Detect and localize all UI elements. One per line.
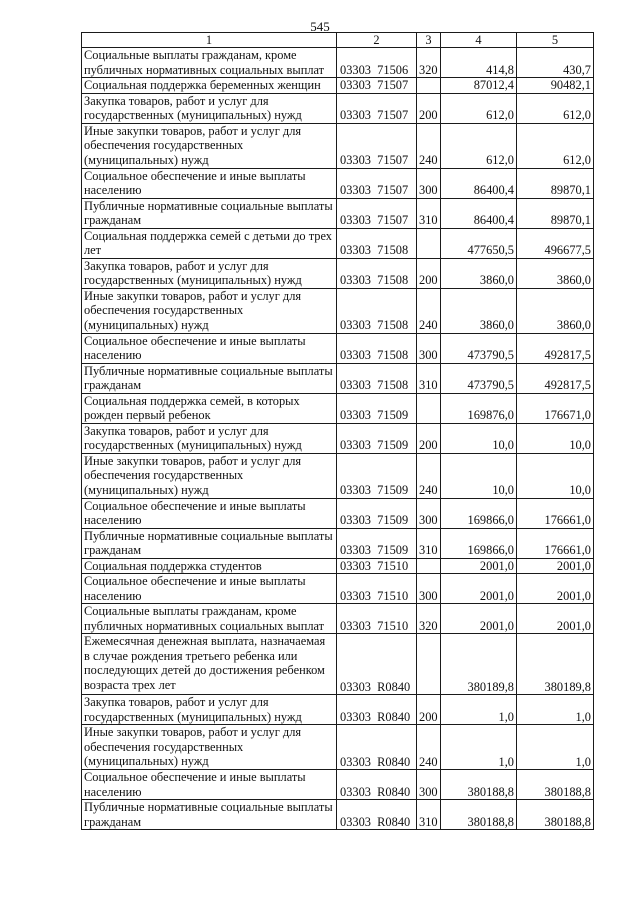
row-expense-type-cell: 240 bbox=[417, 725, 441, 770]
row-value-col5-cell: 2001,0 bbox=[517, 574, 594, 604]
row-code-cell: 03303 R0840 bbox=[337, 770, 417, 800]
table-row bbox=[82, 168, 594, 198]
row-expense-type-cell: 310 bbox=[417, 528, 441, 558]
row-code-cell: 03303 71508 bbox=[337, 258, 417, 288]
row-name-cell: Социальное обеспечение и иные выплаты населению bbox=[82, 498, 337, 528]
row-expense-type-cell: 320 bbox=[417, 48, 441, 78]
row-name-cell: Социальная поддержка студентов bbox=[82, 558, 337, 574]
row-value-col4-cell: 10,0 bbox=[441, 423, 517, 453]
row-value-col4-cell: 414,8 bbox=[441, 48, 517, 78]
row-value-col5-cell: 89870,1 bbox=[517, 168, 594, 198]
row-name-cell: Социальные выплаты гражданам, кроме публичных нормативных социальных выплат bbox=[82, 604, 337, 634]
row-value-col5-cell: 612,0 bbox=[517, 123, 594, 168]
table-row bbox=[82, 695, 594, 725]
row-value-col5-cell: 10,0 bbox=[517, 453, 594, 498]
row-value-col5-cell: 492817,5 bbox=[517, 333, 594, 363]
row-name-cell: Публичные нормативные социальные выплаты гражданам bbox=[82, 800, 337, 830]
col-header-2: 2 bbox=[337, 33, 417, 48]
row-code-cell: 03303 71509 bbox=[337, 528, 417, 558]
row-value-col5-cell: 380188,8 bbox=[517, 800, 594, 830]
row-expense-type-cell bbox=[417, 393, 441, 423]
row-value-col4-cell: 380188,8 bbox=[441, 800, 517, 830]
row-value-col5-cell: 2001,0 bbox=[517, 604, 594, 634]
row-code-cell: 03303 71510 bbox=[337, 558, 417, 574]
row-name-cell: Социальная поддержка беременных женщин bbox=[82, 78, 337, 94]
row-value-col4-cell: 612,0 bbox=[441, 93, 517, 123]
row-value-col4-cell: 169866,0 bbox=[441, 528, 517, 558]
row-name-cell: Закупка товаров, работ и услуг для государственных (муниципальных) нужд bbox=[82, 423, 337, 453]
row-value-col4-cell: 1,0 bbox=[441, 725, 517, 770]
row-expense-type-cell: 200 bbox=[417, 423, 441, 453]
row-expense-type-cell: 320 bbox=[417, 604, 441, 634]
table-row bbox=[82, 558, 594, 574]
row-code-cell: 03303 71508 bbox=[337, 228, 417, 258]
row-name-cell: Публичные нормативные социальные выплаты гражданам bbox=[82, 528, 337, 558]
row-name-cell: Иные закупки товаров, работ и услуг для обеспечения государственных (муниципальных) нужд bbox=[82, 288, 337, 333]
row-expense-type-cell: 200 bbox=[417, 258, 441, 288]
row-expense-type-cell: 300 bbox=[417, 498, 441, 528]
row-expense-type-cell: 310 bbox=[417, 198, 441, 228]
row-value-col4-cell: 87012,4 bbox=[441, 78, 517, 94]
row-name-cell: Социальное обеспечение и иные выплаты населению bbox=[82, 168, 337, 198]
row-name-cell: Социальная поддержка семей, в которых рожден первый ребенок bbox=[82, 393, 337, 423]
row-code-cell: 03303 71509 bbox=[337, 498, 417, 528]
row-value-col4-cell: 169876,0 bbox=[441, 393, 517, 423]
row-name-cell: Публичные нормативные социальные выплаты гражданам bbox=[82, 198, 337, 228]
row-code-cell: 03303 71507 bbox=[337, 78, 417, 94]
row-code-cell: 03303 71509 bbox=[337, 393, 417, 423]
row-value-col4-cell: 380188,8 bbox=[441, 770, 517, 800]
row-code-cell: 03303 71507 bbox=[337, 168, 417, 198]
row-value-col5-cell: 430,7 bbox=[517, 48, 594, 78]
row-value-col5-cell: 1,0 bbox=[517, 725, 594, 770]
row-value-col4-cell: 169866,0 bbox=[441, 498, 517, 528]
table-row bbox=[82, 800, 594, 830]
header-row bbox=[82, 33, 594, 48]
table-row bbox=[82, 498, 594, 528]
row-code-cell: 03303 71510 bbox=[337, 604, 417, 634]
row-name-cell: Социальная поддержка семей с детьми до трех лет bbox=[82, 228, 337, 258]
table-row bbox=[82, 288, 594, 333]
row-name-cell: Закупка товаров, работ и услуг для государственных (муниципальных) нужд bbox=[82, 258, 337, 288]
table-row bbox=[82, 453, 594, 498]
page-number: 545 bbox=[310, 19, 330, 34]
row-value-col5-cell: 496677,5 bbox=[517, 228, 594, 258]
row-expense-type-cell bbox=[417, 634, 441, 695]
row-expense-type-cell: 200 bbox=[417, 695, 441, 725]
budget-table bbox=[81, 32, 594, 830]
row-value-col5-cell: 612,0 bbox=[517, 93, 594, 123]
table-row bbox=[82, 228, 594, 258]
row-expense-type-cell: 200 bbox=[417, 93, 441, 123]
table-row bbox=[82, 393, 594, 423]
row-value-col4-cell: 86400,4 bbox=[441, 168, 517, 198]
row-name-cell: Закупка товаров, работ и услуг для государственных (муниципальных) нужд bbox=[82, 695, 337, 725]
table-row bbox=[82, 528, 594, 558]
row-code-cell: 03303 71508 bbox=[337, 333, 417, 363]
row-code-cell: 03303 71507 bbox=[337, 123, 417, 168]
row-value-col4-cell: 3860,0 bbox=[441, 258, 517, 288]
row-value-col5-cell: 492817,5 bbox=[517, 363, 594, 393]
row-name-cell: Иные закупки товаров, работ и услуг для обеспечения государственных (муниципальных) нужд bbox=[82, 725, 337, 770]
table-row bbox=[82, 725, 594, 770]
row-name-cell: Ежемесячная денежная выплата, назначаемая в случае рождения третьего ребенка или последующих детей до достижения ребенком возраста трех лет bbox=[82, 634, 337, 695]
col-header-3: 3 bbox=[417, 33, 441, 48]
row-value-col4-cell: 612,0 bbox=[441, 123, 517, 168]
row-value-col5-cell: 90482,1 bbox=[517, 78, 594, 94]
row-name-cell: Социальное обеспечение и иные выплаты населению bbox=[82, 333, 337, 363]
row-expense-type-cell: 310 bbox=[417, 800, 441, 830]
row-code-cell: 03303 R0840 bbox=[337, 725, 417, 770]
row-expense-type-cell: 300 bbox=[417, 168, 441, 198]
col-header-5: 5 bbox=[517, 33, 594, 48]
row-code-cell: 03303 71510 bbox=[337, 574, 417, 604]
row-name-cell: Закупка товаров, работ и услуг для государственных (муниципальных) нужд bbox=[82, 93, 337, 123]
row-value-col5-cell: 176671,0 bbox=[517, 393, 594, 423]
row-expense-type-cell bbox=[417, 558, 441, 574]
row-value-col4-cell: 2001,0 bbox=[441, 574, 517, 604]
row-expense-type-cell: 240 bbox=[417, 123, 441, 168]
row-value-col5-cell: 2001,0 bbox=[517, 558, 594, 574]
row-name-cell: Публичные нормативные социальные выплаты гражданам bbox=[82, 363, 337, 393]
table-row bbox=[82, 363, 594, 393]
row-name-cell: Социальное обеспечение и иные выплаты населению bbox=[82, 574, 337, 604]
row-value-col5-cell: 3860,0 bbox=[517, 288, 594, 333]
row-value-col5-cell: 1,0 bbox=[517, 695, 594, 725]
row-code-cell: 03303 R0840 bbox=[337, 634, 417, 695]
table-row bbox=[82, 333, 594, 363]
table-row bbox=[82, 770, 594, 800]
row-code-cell: 03303 71509 bbox=[337, 453, 417, 498]
row-value-col5-cell: 10,0 bbox=[517, 423, 594, 453]
row-value-col4-cell: 380189,8 bbox=[441, 634, 517, 695]
row-name-cell: Социальное обеспечение и иные выплаты населению bbox=[82, 770, 337, 800]
row-code-cell: 03303 71508 bbox=[337, 363, 417, 393]
row-expense-type-cell: 300 bbox=[417, 333, 441, 363]
row-value-col4-cell: 2001,0 bbox=[441, 604, 517, 634]
row-expense-type-cell: 300 bbox=[417, 574, 441, 604]
table-row bbox=[82, 604, 594, 634]
row-value-col5-cell: 380189,8 bbox=[517, 634, 594, 695]
table-row bbox=[82, 48, 594, 78]
row-value-col5-cell: 176661,0 bbox=[517, 528, 594, 558]
table-row bbox=[82, 78, 594, 94]
row-value-col4-cell: 477650,5 bbox=[441, 228, 517, 258]
row-code-cell: 03303 71509 bbox=[337, 423, 417, 453]
table-row bbox=[82, 634, 594, 695]
row-code-cell: 03303 71507 bbox=[337, 198, 417, 228]
row-value-col5-cell: 89870,1 bbox=[517, 198, 594, 228]
row-value-col4-cell: 3860,0 bbox=[441, 288, 517, 333]
row-value-col4-cell: 86400,4 bbox=[441, 198, 517, 228]
row-value-col4-cell: 10,0 bbox=[441, 453, 517, 498]
row-name-cell: Иные закупки товаров, работ и услуг для обеспечения государственных (муниципальных) нужд bbox=[82, 123, 337, 168]
table-row bbox=[82, 198, 594, 228]
row-expense-type-cell bbox=[417, 78, 441, 94]
row-name-cell: Иные закупки товаров, работ и услуг для обеспечения государственных (муниципальных) нужд bbox=[82, 453, 337, 498]
row-expense-type-cell: 240 bbox=[417, 288, 441, 333]
table-row bbox=[82, 123, 594, 168]
row-value-col5-cell: 380188,8 bbox=[517, 770, 594, 800]
col-header-4: 4 bbox=[441, 33, 517, 48]
row-code-cell: 03303 71507 bbox=[337, 93, 417, 123]
row-expense-type-cell: 300 bbox=[417, 770, 441, 800]
row-expense-type-cell bbox=[417, 228, 441, 258]
table-body bbox=[82, 33, 594, 830]
row-value-col4-cell: 473790,5 bbox=[441, 333, 517, 363]
col-header-1: 1 bbox=[82, 33, 337, 48]
row-value-col5-cell: 3860,0 bbox=[517, 258, 594, 288]
row-code-cell: 03303 R0840 bbox=[337, 695, 417, 725]
row-value-col5-cell: 176661,0 bbox=[517, 498, 594, 528]
row-code-cell: 03303 71506 bbox=[337, 48, 417, 78]
row-expense-type-cell: 310 bbox=[417, 363, 441, 393]
table-row bbox=[82, 258, 594, 288]
row-code-cell: 03303 71508 bbox=[337, 288, 417, 333]
table-row bbox=[82, 423, 594, 453]
row-code-cell: 03303 R0840 bbox=[337, 800, 417, 830]
row-value-col4-cell: 473790,5 bbox=[441, 363, 517, 393]
table-row bbox=[82, 93, 594, 123]
row-value-col4-cell: 2001,0 bbox=[441, 558, 517, 574]
table-row bbox=[82, 574, 594, 604]
row-name-cell: Социальные выплаты гражданам, кроме публичных нормативных социальных выплат bbox=[82, 48, 337, 78]
row-expense-type-cell: 240 bbox=[417, 453, 441, 498]
row-value-col4-cell: 1,0 bbox=[441, 695, 517, 725]
